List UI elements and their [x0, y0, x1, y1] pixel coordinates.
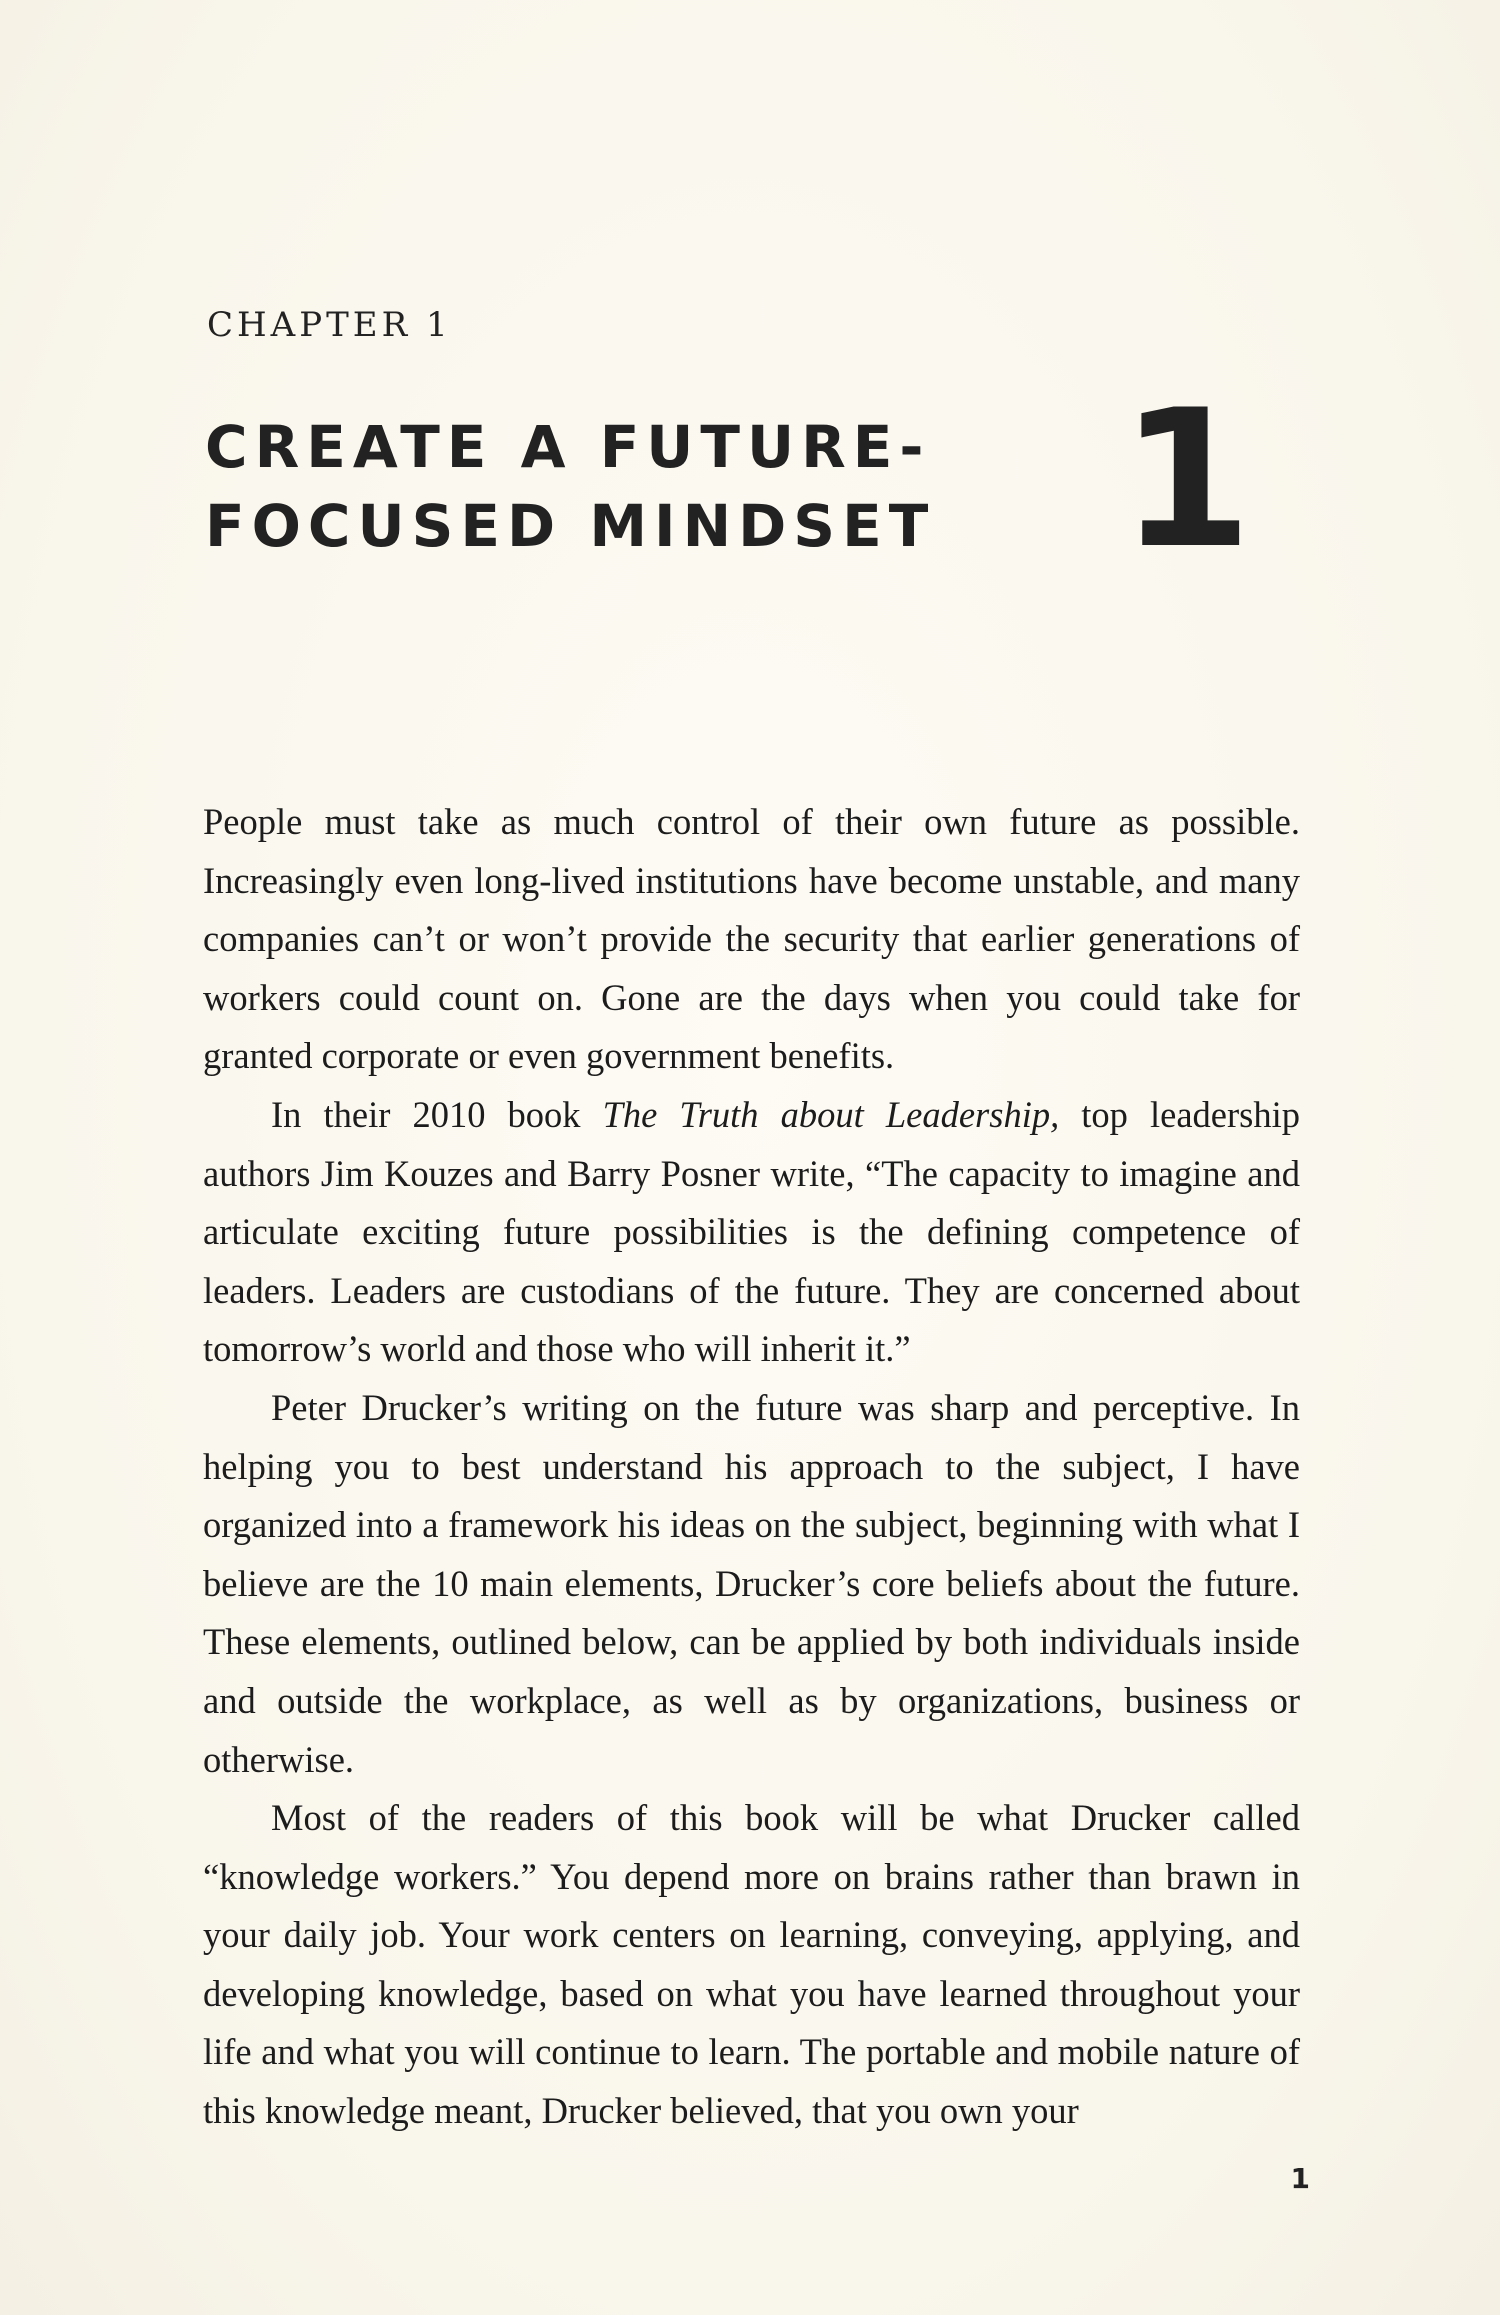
paragraph-2-text-before: In their 2010 book	[271, 1093, 603, 1135]
paragraph-4-text: Most of the readers of this book will be what Drucker called “knowledge workers.” You depend more on brains rather than brawn in your daily job. Your work centers on learning, conveying, applying, and developing knowledge, based on what you have learned throughout your life and what you will continue to learn. The portable and mobile nature of this knowledge meant, Drucker believed, that you own your	[203, 1797, 1300, 2132]
paragraph-3	[203, 1379, 1300, 1789]
chapter-number: 1	[1120, 369, 1253, 590]
page-number: 1	[1290, 2162, 1310, 2195]
chapter-title-line-1: CREATE A FUTURE-	[205, 413, 931, 481]
paragraph-4	[203, 1789, 1300, 2141]
paragraph-1-text: People must take as much control of their own future as possible. Increasingly even long-lived institutions have become unstable, and many companies can’t or won’t provide the security that earlier generations of workers could count on. Gone are the days when you could take for granted corporate or even government benefits.	[203, 801, 1300, 1077]
chapter-label: CHAPTER 1	[207, 305, 452, 345]
chapter-title-line-2: FOCUSED MINDSET	[205, 492, 936, 560]
paragraph-2-text-after: top leadership authors Jim Kouzes and Barry Posner write, “The capacity to imagine and articulate exciting future possibilities is the defining competence of leaders. Leaders are custodians of the future. They are concerned about tomorrow’s world and those who will inherit it.”	[203, 1093, 1300, 1370]
chapter-title	[205, 408, 1005, 566]
book-title-italic: The Truth about Leadership,	[602, 1093, 1060, 1135]
paragraph-1	[203, 793, 1300, 1086]
body-text	[203, 793, 1300, 2141]
paragraph-3-text: Peter Drucker’s writing on the future was sharp and perceptive. In helping you to best understand his approach to the subject, I have organized into a framework his ideas on the subject, beginning with what I believe are the 10 main elements, Drucker’s core beliefs about the future. These elements, outlined below, can be applied by both individuals inside and outside the workplace, as well as by organizations, business or otherwise.	[203, 1386, 1300, 1780]
paragraph-2	[203, 1086, 1300, 1379]
